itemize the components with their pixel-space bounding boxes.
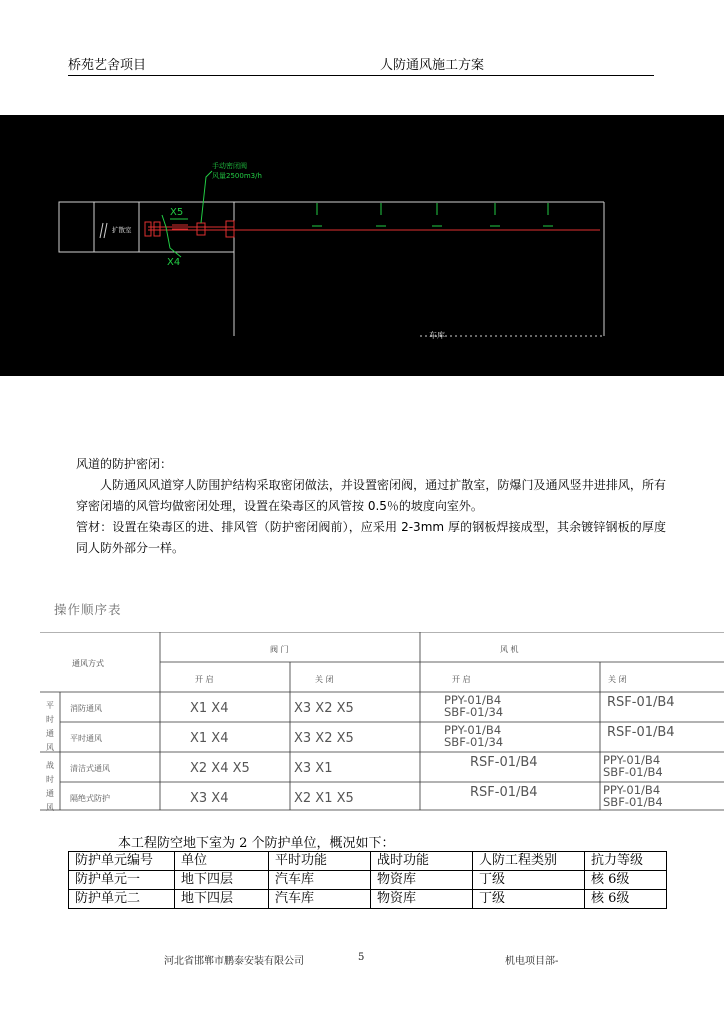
units-header-cell: 单位 bbox=[175, 852, 269, 871]
ops-group-war: 战 bbox=[46, 761, 54, 770]
flow-label: 风量2500m3/h bbox=[212, 172, 262, 180]
ops-valve-close: X3 X1 bbox=[294, 761, 333, 776]
ops-fan-open: RSF-01/B4 bbox=[470, 785, 538, 800]
ops-valve-open-head: 开 启 bbox=[195, 675, 214, 684]
ops-head-mode: 通风方式 bbox=[72, 659, 104, 668]
ops-valve-open: X1 X4 bbox=[190, 731, 229, 746]
ops-valve-open: X3 X4 bbox=[190, 791, 229, 806]
ops-fan-close: RSF-01/B4 bbox=[607, 695, 675, 710]
table-row bbox=[69, 871, 667, 890]
page-header bbox=[68, 52, 654, 76]
ops-group-war: 时 bbox=[46, 775, 54, 784]
ops-fan-open: RSF-01/B4 bbox=[470, 755, 538, 770]
units-table bbox=[68, 851, 667, 909]
document-title: 人防通风施工方案 bbox=[380, 58, 485, 73]
ops-fan-close: RSF-01/B4 bbox=[607, 725, 675, 740]
ops-fan-close: SBF-01/B4 bbox=[603, 765, 663, 779]
ops-valve-close: X2 X1 X5 bbox=[294, 791, 354, 806]
units-header-cell: 抗力等级 bbox=[585, 852, 667, 871]
units-cell: 地下四层 bbox=[175, 890, 269, 909]
ops-group-peace: 时 bbox=[46, 715, 54, 724]
ops-valve-close: X3 X2 X5 bbox=[294, 701, 354, 716]
ops-fan-close: SBF-01/B4 bbox=[603, 795, 663, 809]
ops-fan-open: PPY-01/B4 bbox=[444, 693, 502, 707]
ops-group-peace: 通 bbox=[46, 729, 54, 738]
ops-group-war: 通 bbox=[46, 789, 54, 798]
units-cell: 防护单元一 bbox=[69, 871, 175, 890]
units-cell: 物资库 bbox=[371, 890, 473, 909]
ops-mode: 清洁式通风 bbox=[70, 764, 110, 773]
units-intro: 本工程防空地下室为 2 个防护单位，概况如下： bbox=[118, 836, 395, 851]
paragraph-heading: 风道的防护密闭： bbox=[76, 457, 173, 471]
ops-mode: 消防通风 bbox=[70, 704, 102, 713]
units-header-row bbox=[69, 852, 667, 871]
ops-head-fans: 风 机 bbox=[500, 645, 519, 654]
ops-valve-close: X3 X2 X5 bbox=[294, 731, 354, 746]
garage-label: 车库 bbox=[429, 331, 445, 340]
ops-group-peace: 风 bbox=[46, 743, 54, 752]
units-cell: 物资库 bbox=[371, 871, 473, 890]
units-header-cell: 战时功能 bbox=[371, 852, 473, 871]
footer-company: 河北省邯郸市鹏泰安装有限公司 bbox=[164, 956, 304, 967]
ops-valve-open: X2 X4 X5 bbox=[190, 761, 250, 776]
ops-valve-open: X1 X4 bbox=[190, 701, 229, 716]
footer-department: 机电项目部- bbox=[505, 956, 559, 967]
ops-table-title: 操作顺序表 bbox=[54, 602, 122, 617]
cad-drawing bbox=[0, 115, 724, 376]
project-name: 桥苑艺舍项目 bbox=[68, 58, 147, 73]
ops-fan-close: PPY-01/B4 bbox=[603, 783, 661, 797]
ops-table bbox=[40, 632, 724, 816]
footer-page-number: 5 bbox=[358, 952, 365, 963]
units-cell: 核 6级 bbox=[585, 890, 667, 909]
units-cell: 地下四层 bbox=[175, 871, 269, 890]
ops-group-war: 风 bbox=[46, 803, 54, 812]
ops-mode: 隔绝式防护 bbox=[70, 794, 110, 803]
units-header-cell: 人防工程类别 bbox=[473, 852, 585, 871]
units-cell: 核 6级 bbox=[585, 871, 667, 890]
units-header-cell: 防护单元编号 bbox=[69, 852, 175, 871]
sealed-valve-icons bbox=[145, 221, 234, 237]
diffusion-room-label: 扩散室 bbox=[112, 226, 132, 234]
units-cell: 汽车库 bbox=[269, 871, 371, 890]
ops-mode: 平时通风 bbox=[70, 734, 102, 743]
paragraph-sealing: 人防通风风道穿人防围护结构采取密闭做法，并设置密闭阀，通过扩散室，防爆门及通风竖井进排风，所有穿密闭墙的风管均做密闭处理，设置在染毒区的风管按 0.5％的坡度向室外。 bbox=[76, 478, 666, 513]
ops-fan-open: SBF-01/34 bbox=[444, 705, 504, 719]
ops-fan-close: PPY-01/B4 bbox=[603, 753, 661, 767]
units-header-cell: 平时功能 bbox=[269, 852, 371, 871]
paragraph-material: 管材：设置在染毒区的进、排风管（防护密闭阀前），应采用 2-3mm 厚的钢板焊接成型，其余镀锌钢板的厚度同人防外部分一样。 bbox=[76, 520, 666, 555]
units-cell: 丁级 bbox=[473, 890, 585, 909]
x5-label: X5 bbox=[170, 207, 184, 218]
ops-head-valves: 阀 门 bbox=[270, 645, 289, 654]
air-outlet-icons bbox=[162, 171, 553, 257]
units-cell: 丁级 bbox=[473, 871, 585, 890]
ops-fan-open-head: 开 启 bbox=[452, 675, 471, 684]
units-cell: 防护单元二 bbox=[69, 890, 175, 909]
x4-label: X4 bbox=[167, 257, 181, 268]
ops-valve-close-head: 关 闭 bbox=[315, 675, 334, 684]
valve-label: 手动密闭阀 bbox=[212, 162, 247, 170]
ventilation-plan-drawing bbox=[0, 115, 724, 376]
ops-fan-open: PPY-01/B4 bbox=[444, 723, 502, 737]
table-row bbox=[69, 890, 667, 909]
ops-fan-open: SBF-01/34 bbox=[444, 735, 504, 749]
ops-fan-close-head: 关 闭 bbox=[608, 675, 627, 684]
ops-group-peace: 平 bbox=[46, 701, 54, 710]
ops-table-drawing bbox=[40, 632, 724, 812]
units-cell: 汽车库 bbox=[269, 890, 371, 909]
